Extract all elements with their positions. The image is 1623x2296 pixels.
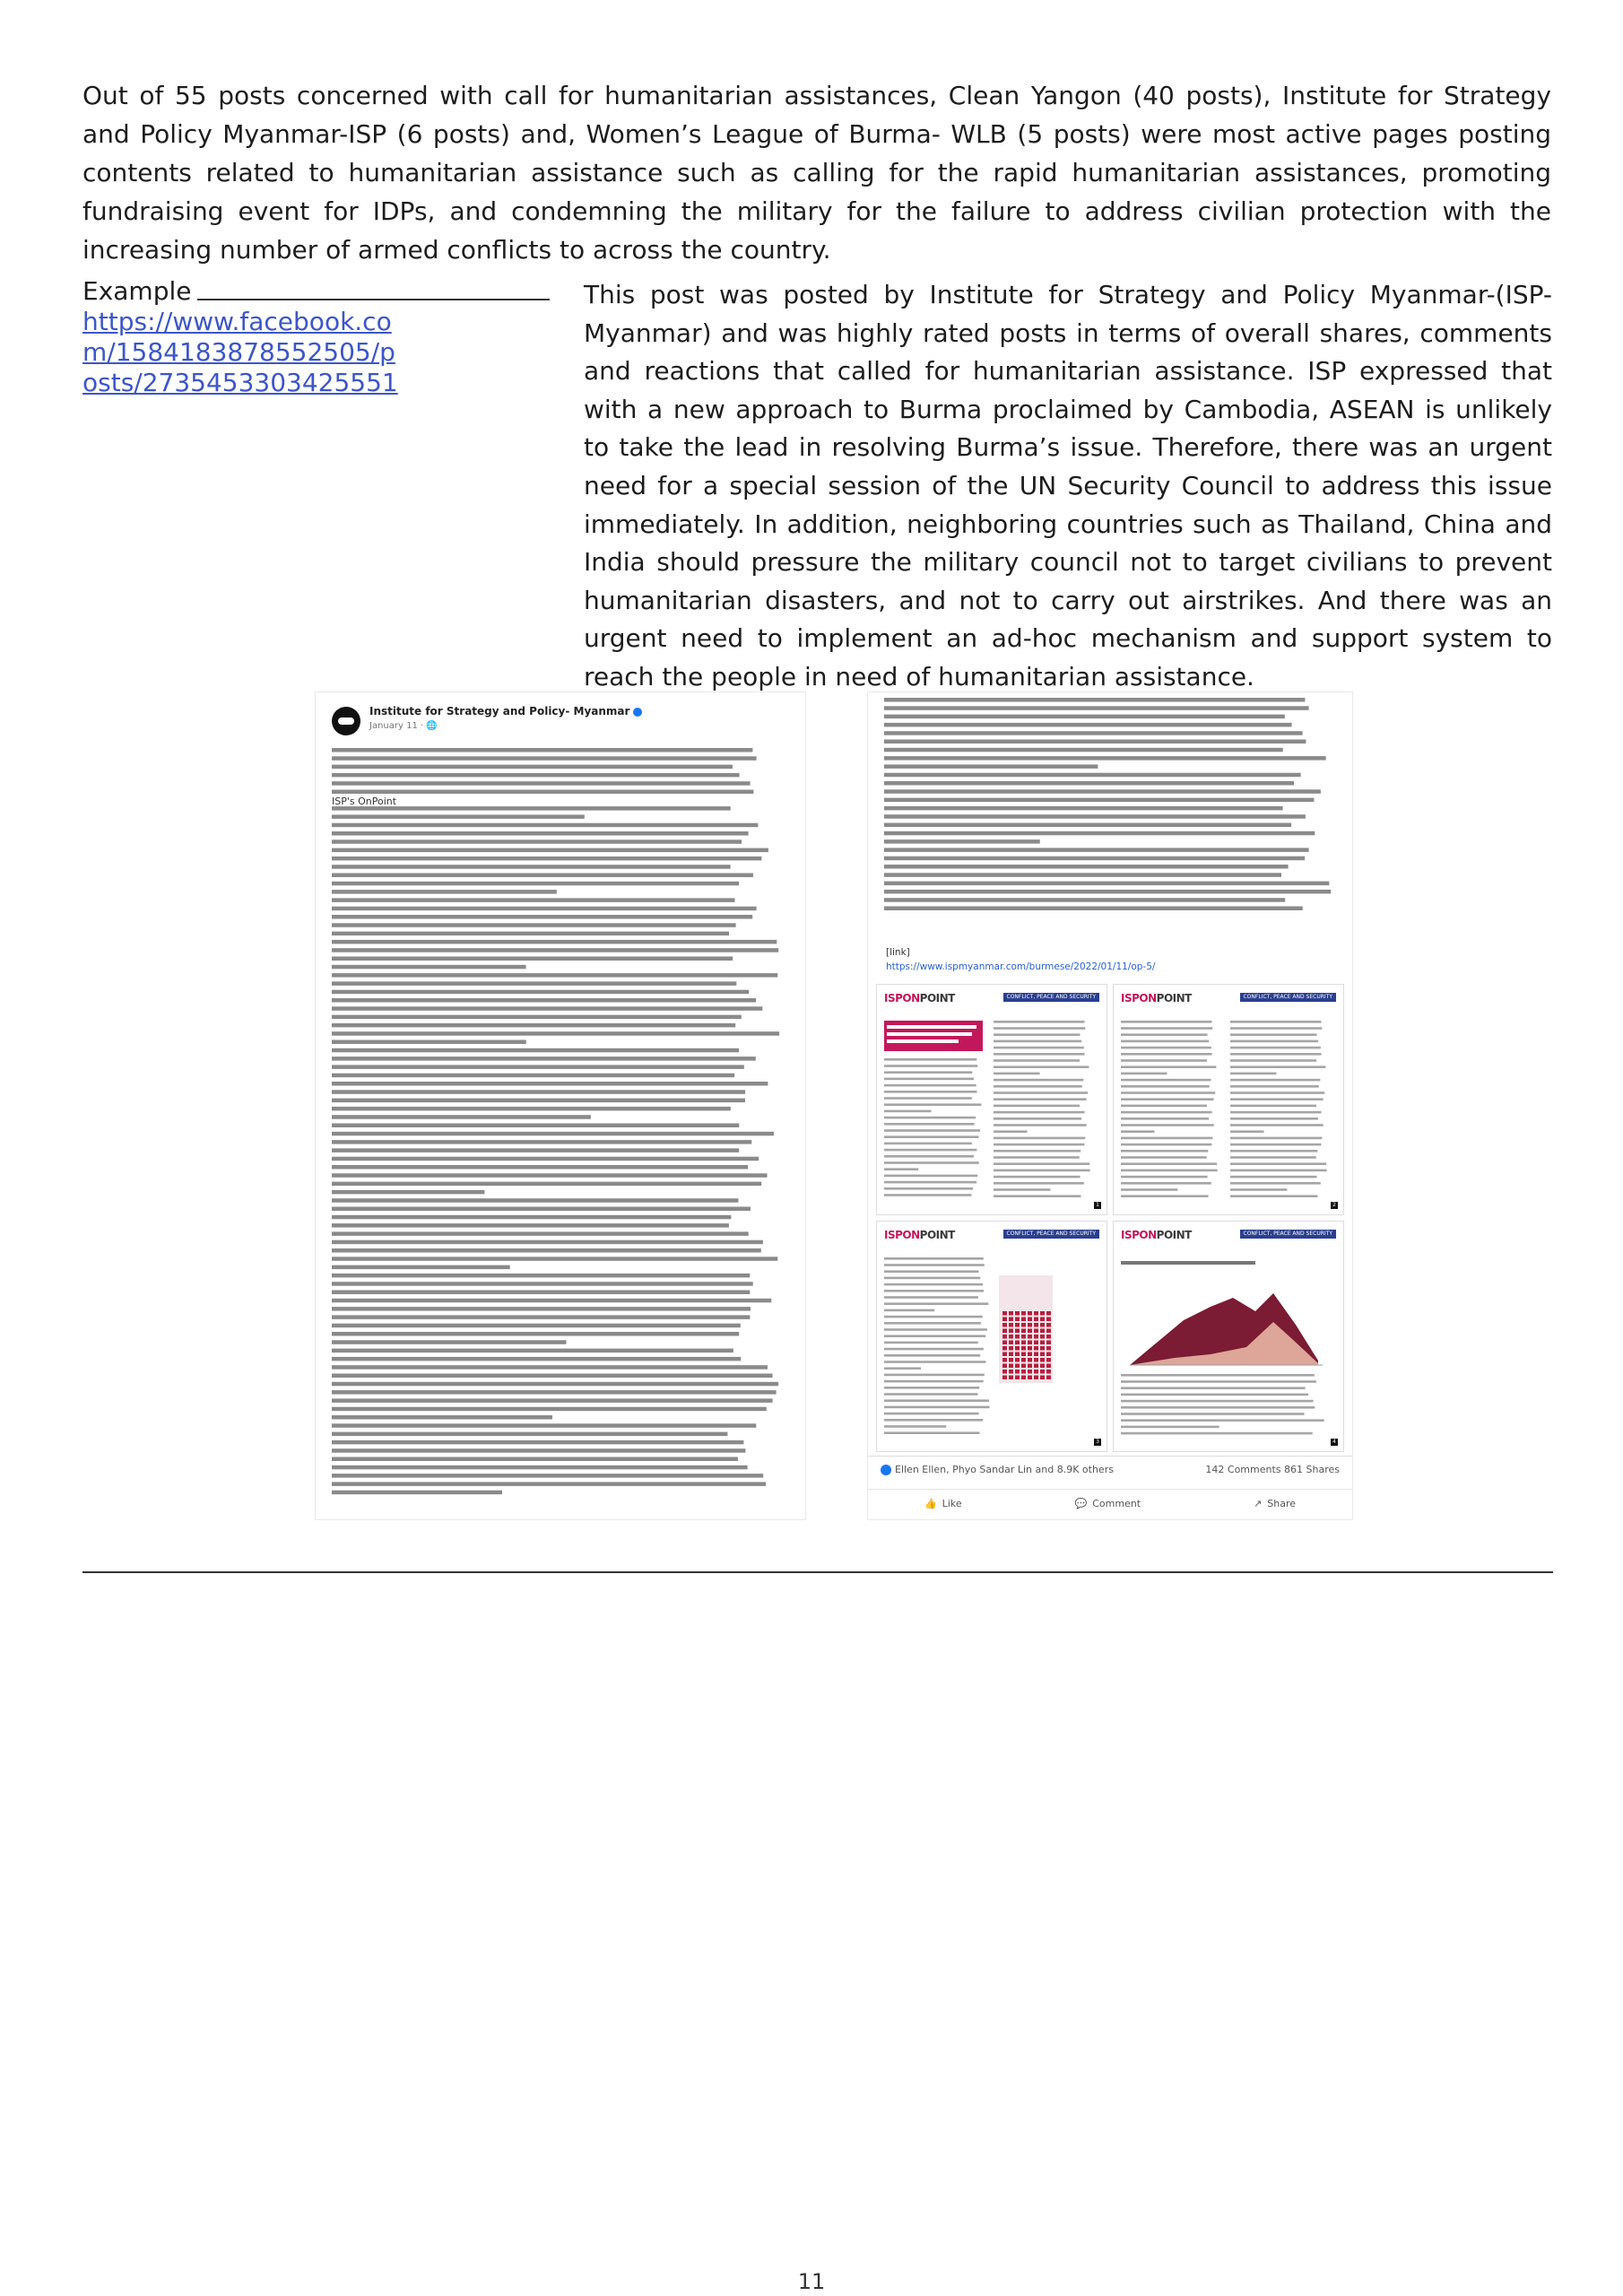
example-divider xyxy=(197,299,550,300)
report-tag: CONFLICT, PEACE AND SECURITY xyxy=(1003,993,1100,1002)
report-page-3 xyxy=(877,1222,1107,1451)
post-description: This post was posted by Institute for Strategy and Policy Myanmar-(ISP-Myanmar) and was highly rated posts in terms of overall shares, comments and reactions that called for humanitarian assistance. ISP expressed that with a new approach to Burma proclaimed by Cambodia, ASEAN is unlikely to take the lead in resolving Burma’s issue. Therefore, there was an urgent need for a special session of the UN Security Council to address this issue immediately. In addition, neighboring countries such as Thailand, China and India should pressure the military council not to target civilians to prevent humanitarian disasters, and not to carry out airstrikes. And there was an urgent need to implement an ad-hoc mechanism and support system to reach the people in need of humanitarian assistance. xyxy=(584,280,1552,691)
comment-icon: 💬 xyxy=(1074,1497,1088,1509)
page-4-chart xyxy=(1121,1257,1336,1441)
comment-button[interactable]: 💬 Comment xyxy=(1074,1497,1141,1509)
isp-onpoint-logo: ISPONPOINT xyxy=(1121,1229,1192,1241)
page-3-content xyxy=(884,1257,1099,1441)
link-label: [link] xyxy=(886,947,910,958)
page-avatar xyxy=(332,707,360,735)
report-tag: CONFLICT, PEACE AND SECURITY xyxy=(1240,993,1337,1002)
report-preview-grid[interactable] xyxy=(877,985,1343,1451)
post-actions xyxy=(868,1489,1352,1517)
report-tag: CONFLICT, PEACE AND SECURITY xyxy=(1003,1230,1100,1239)
like-button[interactable]: 👍 Like xyxy=(924,1497,962,1509)
comment-share-counts[interactable]: 142 Comments 861 Shares xyxy=(1205,1464,1340,1475)
verified-icon xyxy=(633,708,642,717)
isp-onpoint-logo: ISPONPOINT xyxy=(1121,992,1192,1004)
page-number: 11 xyxy=(797,2269,826,2294)
report-tag: CONFLICT, PEACE AND SECURITY xyxy=(1240,1230,1337,1239)
share-button[interactable]: ↗ Share xyxy=(1254,1497,1297,1509)
post-footer xyxy=(868,1456,1352,1519)
page-3-number: 3 xyxy=(1094,1439,1101,1446)
page-1-number: 1 xyxy=(1094,1202,1101,1209)
like-reaction-icon xyxy=(881,1465,891,1475)
report-page-4 xyxy=(1114,1222,1343,1451)
page-4-number: 4 xyxy=(1331,1439,1338,1446)
isp-onpoint-logo: ISPONPOINT xyxy=(884,1229,955,1241)
post-heading: ISP's OnPoint xyxy=(332,796,397,807)
post-header xyxy=(332,705,780,741)
isp-onpoint-logo: ISPONPOINT xyxy=(884,992,955,1004)
reaction-summary[interactable]: Ellen Ellen, Phyo Sandar Lin and 8.9K others xyxy=(881,1464,1114,1475)
post-date: January 11 · 🌐 xyxy=(369,721,438,731)
page-2-text xyxy=(1121,1021,1336,1205)
report-page-1 xyxy=(877,985,1107,1214)
example-label: Example xyxy=(82,276,192,306)
facebook-post-screenshot xyxy=(316,692,805,1519)
thumbs-up-icon: 👍 xyxy=(924,1497,937,1509)
report-page-2 xyxy=(1114,985,1343,1214)
facebook-post-screenshot-continued xyxy=(868,692,1352,1519)
page-name: Institute for Strategy and Policy- Myanmar xyxy=(369,705,642,718)
intro-paragraph: Out of 55 posts concerned with call for humanitarian assistances, Clean Yangon (40 posts), Institute for Strategy and Policy Myanmar-ISP (6 posts) and, Women’s League of Burma- WLB (5 posts) were most active pages posting contents related to humanitarian assistance such as calling for the rapid humanitarian assistances, promoting fundraising event for IDPs, and condemning the military for the failure to address civilian protection with the increasing number of armed conflicts to across the country. xyxy=(82,81,1551,265)
page-2-number: 2 xyxy=(1331,1202,1338,1209)
example-facebook-link[interactable]: https://www.facebook.com/1584183878552505/posts/2735453303425551 xyxy=(82,307,398,397)
post-text-block xyxy=(332,748,789,1510)
post-text-block-continued xyxy=(884,698,1337,940)
page-1-text xyxy=(884,1021,1099,1205)
share-icon: ↗ xyxy=(1254,1497,1263,1509)
section-divider xyxy=(82,1571,1553,1573)
report-url[interactable]: https://www.ispmyanmar.com/burmese/2022/01/11/op-5/ xyxy=(886,961,1156,972)
